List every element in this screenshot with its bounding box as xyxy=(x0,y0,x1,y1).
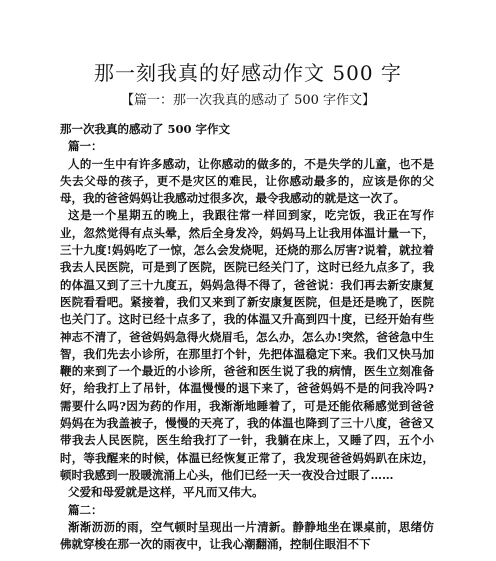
body-paragraph: 这是一个星期五的晚上，我跟往常一样回到家，吃完饭，我正在写作业，忽然觉得有点头晕，然后全身发冷，妈妈马上让我用体温计量一下，三十九度!妈妈吃了一惊，怎么会发烧呢，还烧的那么厉害?说着，就拉着我去人民医院，可是到了医院，医院已经关门了，这时已经九点多了，我的体温又到了三十九度五，妈妈急得不得了，爸爸说：我们再去新安康复医院看看吧。紧接着，我们又来到了新安康复医院，但是还是晚了，医院也关门了。这时已经十点多了，我的体温又升高到四十度，已经开始有些神志不清了，爸爸妈妈急得火烧眉毛，怎么办，怎么办!突然，爸爸急中生智，我们先去小诊所，在那里打个针，先把体温稳定下来。我们又快马加鞭的来到了一个最近的小诊所，爸爸和医生说了我的病情，医生立刻准备好，给我打上了吊针，体温慢慢的退下来了，爸爸妈妈不是的问我冷吗?需要什么吗?因为药的作用，我渐渐地睡着了，可是还能依稀感觉到爸爸妈妈在为我盖被子，慢慢的天亮了，我的体温也降到了三十八度，爸爸又带我去人民医院，医生给我打了一针，我躺在床上，又睡了四，五个小时，等我醒来的时候，体温已经恢复正常了，我发现爸爸妈妈趴在床边，顿时我感到一股暖流涌上心头，他们已经一天一夜没合过眼了…… xyxy=(60,208,434,482)
document-body xyxy=(60,121,434,553)
document-title: 那一刻我真的好感动作文 500 字 xyxy=(94,61,402,85)
body-paragraph: 渐渐沥沥的雨，空气顿时呈现出一片清新。静静地坐在课桌前，思绪仿佛就穿梭在那一次的雨夜中，让我心潮翻涌，控制住眼泪不下 xyxy=(60,519,434,552)
body-paragraph: 人的一生中有许多感动，让你感动的做多的，不是失学的儿童，也不是失去父母的孩子，更不是灾区的难民，让你感动最多的，应该是你的父母，我的爸爸妈妈让我感动过很多次，最令我感动的就是这一次了。 xyxy=(60,156,434,206)
section-label: 篇一： xyxy=(68,139,103,154)
document-subtitle: 【篇一：那一次我真的感动了 500 字作文】 xyxy=(120,93,376,108)
essay-heading: 那一次我真的感动了 500 字作文 xyxy=(60,122,231,136)
body-paragraph: 父爱和母爱就是这样，平凡而又伟大。 xyxy=(68,485,264,500)
section-label: 篇二： xyxy=(68,502,103,517)
